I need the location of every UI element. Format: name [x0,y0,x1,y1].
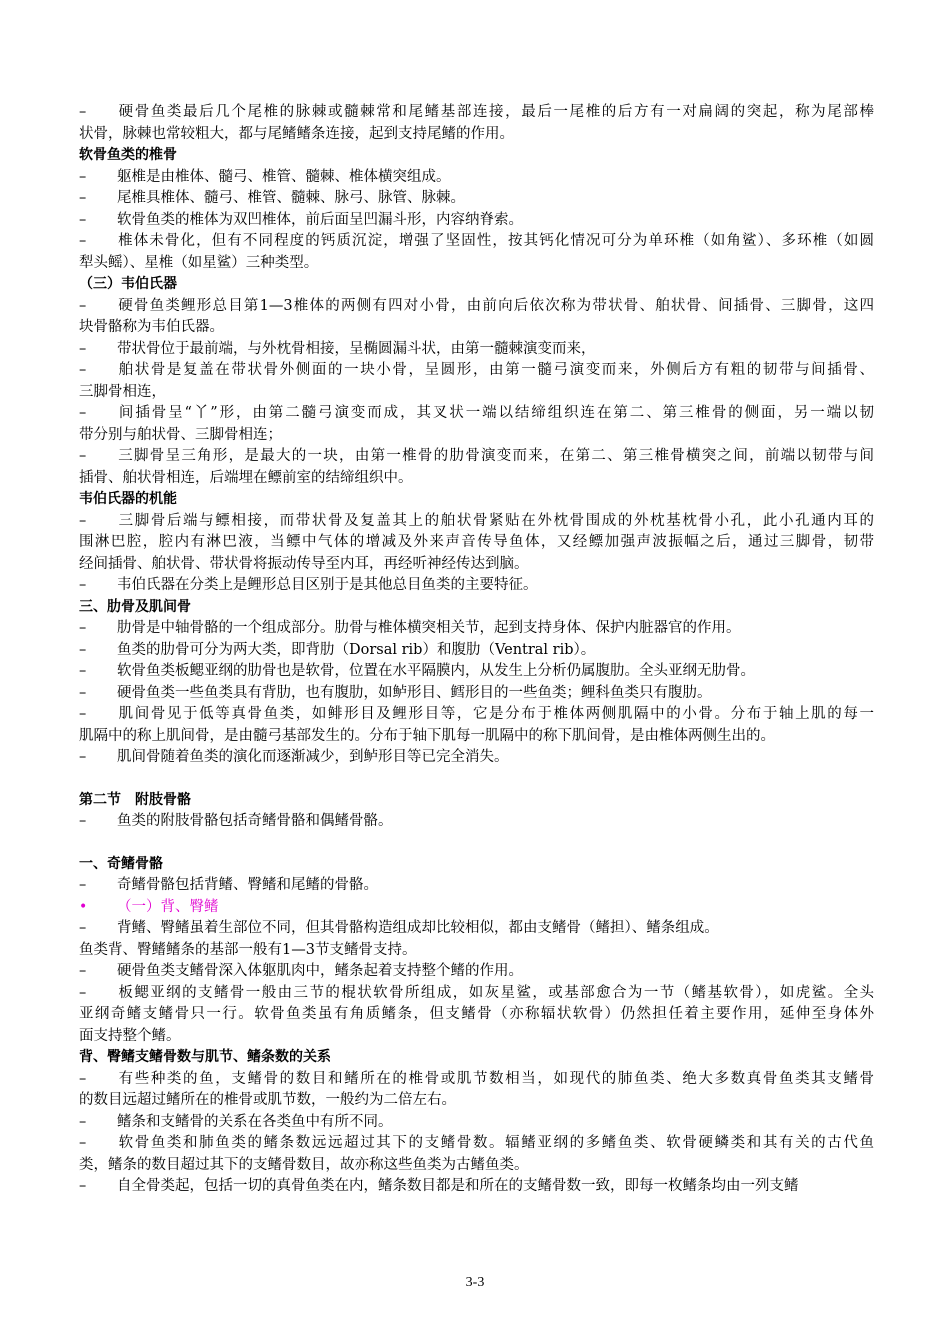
text-line-content: 肋骨是中轴骨骼的一个组成部分。肋骨与椎体横突相关节，起到支持身体、保护内脏器官的作用。 [117,620,741,636]
text-line [79,811,874,833]
dash-bullet-icon: – [79,877,87,893]
text-line-content: 板鳃亚纲的支鳍骨一般由三节的棍状软骨所组成，如灰星鲨，或基部愈合为一节（鳍基软骨），如虎鲨。全头 [117,984,874,1001]
dash-bullet-icon: – [79,1135,87,1151]
text-line [79,1176,874,1198]
text-line [79,983,874,1005]
text-line [79,188,874,210]
text-line [79,339,874,361]
text-line [79,167,874,189]
dash-bullet-icon: – [79,1178,87,1194]
text-line-content: 三脚骨后端与鳔相接，而带状骨及复盖其上的舶状骨紧贴在外枕骨围成的外枕基枕骨小孔，此小孔通内耳的 [117,512,874,529]
page-number: 3-3 [465,1275,485,1290]
dash-bullet-icon: – [79,706,87,722]
text-line-content: 围淋巴腔，腔内有淋巴液，当鳔中气体的增减及外来声音传导鱼体，又经鳔加强声波振幅之后，通过三脚骨，韧带 [79,534,874,550]
text-line [79,360,874,382]
section-heading: 背、臀鳍支鳍骨数与肌节、鳍条数的关系 [79,1049,331,1065]
text-line [79,661,874,683]
bullet-dot-icon: • [79,898,88,915]
bullet-paragraph [79,875,874,897]
blank-line [79,833,874,854]
text-line-content: 自全骨类起，包括一切的真骨鱼类在内，鳍条数目都是和所在的支鳍骨数一致，即每一枚鳍条均由一列支鳍 [117,1178,799,1194]
text-line [79,575,874,597]
dash-bullet-icon: – [79,362,87,378]
bullet-subheading-text: （一）背、臀鳍 [117,898,219,915]
text-line-content: 肌隔中的称上肌间骨，是由髓弓基部发生的。分布于轴下肌每一肌隔中的称下肌间骨，是由椎体两侧生出的。 [79,727,775,744]
bullet-paragraph [79,403,874,446]
dash-bullet-icon: – [79,963,87,979]
blank-line [79,769,874,790]
text-line-content: 肌间骨见于低等真骨鱼类，如鲱形目及鲤形目等，它是分布于椎体两侧肌隔中的小骨。分布于轴上肌的每一 [117,706,874,722]
text-line [79,446,874,468]
text-line-content: 类，鳍条的数目超过其下的支鳍骨数目，故亦称这些鱼类为古鳍鱼类。 [79,1156,529,1173]
text-line-content: 躯椎是由椎体、髓弓、椎管、髓棘、椎体横突组成。 [117,168,451,185]
text-line [79,640,874,662]
text-line [79,532,874,554]
text-line-content: 面支持整个鳍。 [79,1027,181,1044]
text-line [79,618,874,640]
dash-bullet-icon: – [79,448,87,464]
dash-bullet-icon: – [79,211,87,228]
text-line [79,317,874,339]
paragraph [79,940,874,962]
text-line-content: 椎体未骨化，但有不同程度的钙质沉淀，增强了坚固性，按其钙化情况可分为单环椎（如角鲨）、多环椎（如圆 [117,233,874,249]
text-line [79,403,874,425]
text-line [79,124,874,146]
bullet-paragraph [79,188,874,210]
text-line [79,726,874,748]
bullet-paragraph [79,811,874,833]
dash-bullet-icon: – [79,684,87,701]
dash-bullet-icon: – [79,512,87,529]
text-line-content: 硬骨鱼类最后几个尾椎的脉棘或髓棘常和尾鳍基部连接，最后一尾椎的后方有一对扁阔的突起，称为尾部棒 [117,104,874,120]
dash-bullet-icon: – [79,405,87,421]
bullet-paragraph [79,296,874,339]
text-line-content: 鱼类的肋骨可分为两大类，即背肋（Dorsal rib）和腹肋（Ventral rib）。 [117,641,596,658]
bullet-paragraph [79,704,874,747]
bullet-paragraph [79,661,874,683]
text-line-content: 犁头鳐）、星椎（如星鲨）三种类型。 [79,254,319,271]
text-line [79,1069,874,1091]
text-line-content: 鱼类背、臀鳍鳍条的基部一般有1—3节支鳍骨支持。 [79,941,417,958]
text-line-content: 鱼类的附肢骨骼包括奇鳍骨骼和偶鳍骨骼。 [117,813,393,829]
text-line [79,511,874,533]
text-line [79,554,874,576]
text-line-content: 背鳍、臀鳍虽着生部位不同，但其骨骼构造组成却比较相似，都由支鳍骨（鳍担）、鳍条组成。 [117,920,719,936]
text-line [79,102,874,124]
bullet-paragraph [79,1133,874,1176]
dash-bullet-icon: – [79,297,87,314]
text-line [79,961,874,983]
dash-bullet-icon: – [79,641,87,658]
text-line-content: 韦伯氏器在分类上是鲤形总目区别于是其他总目鱼类的主要特征。 [117,577,538,593]
text-line [79,1004,874,1026]
section-heading: 第二节 附肢骨骼 [79,791,191,808]
bullet-paragraph [79,102,874,145]
dash-bullet-icon: – [79,1070,87,1087]
bullet-paragraph [79,961,874,983]
text-line [79,253,874,275]
text-line-content: 硬骨鱼类一些鱼类具有背肋，也有腹肋，如鲈形目、鳕形目的一些鱼类；鲤科鱼类只有腹肋。 [117,684,712,701]
bullet-paragraph [79,747,874,769]
text-line [79,382,874,404]
text-line [79,1133,874,1155]
dash-bullet-icon: – [79,984,87,1001]
text-line-content: 带状骨位于最前端，与外枕骨相接，呈椭圆漏斗状，由第一髓棘演变而来， [117,340,596,357]
bullet-paragraph [79,167,874,189]
text-line [79,425,874,447]
text-line-content: 有些种类的鱼，支鳍骨的数目和鳍所在的椎骨或肌节数相当，如现代的肺鱼类、绝大多数真骨鱼类其支鳍骨 [117,1070,874,1087]
section-heading: 三、肋骨及肌间骨 [79,598,191,615]
text-line-content: 带分别与舶状骨、三脚骨相连； [79,426,282,443]
bullet-paragraph [79,446,874,489]
dash-bullet-icon: – [79,749,87,765]
text-line-content: 鳍条和支鳍骨的关系在各类鱼中有所不同。 [117,1113,393,1130]
text-line-content: 间插骨呈“丫”形，由第二髓弓演变而成，其叉状一端以结缔组织连在第二、第三椎骨的侧面，另一端以韧 [117,405,874,421]
bullet-paragraph [79,231,874,274]
bullet-paragraph [79,339,874,361]
text-line-content: 尾椎具椎体、髓弓、椎管、髓棘、脉弓、脉管、脉棘。 [117,190,465,206]
dash-bullet-icon: – [79,663,87,679]
section-heading: 一、奇鳍骨骼 [79,855,163,872]
text-line [79,210,874,232]
bullet-paragraph [79,1112,874,1134]
text-line-content: 的数目远超过鳍所在的椎骨或肌节数，一般约为二倍左右。 [79,1092,456,1108]
text-line-content: 软骨鱼类和肺鱼类的鳍条数远远超过其下的支鳍骨数。辐鳍亚纲的多鳍鱼类、软骨硬鳞类和其有关的古代鱼 [117,1135,874,1151]
text-line [79,1026,874,1048]
text-line-content: 三脚骨相连， [79,383,166,400]
bullet-paragraph [79,1069,874,1112]
text-line [79,747,874,769]
dash-bullet-icon: – [79,104,87,120]
text-line-content: 三脚骨呈三角形，是最大的一块，由第一椎骨的肋骨演变而来，在第二、第三椎骨横突之间，前端以韧带与间 [117,448,874,464]
dash-bullet-icon: – [79,920,87,936]
text-line [79,468,874,490]
dash-bullet-icon: – [79,813,87,829]
text-line-content: 状骨，脉棘也常较粗大，都与尾鳍鳍条连接，起到支持尾鳍的作用。 [79,125,514,142]
bullet-paragraph [79,618,874,640]
document-body [79,102,874,1198]
bullet-subheading [79,897,874,919]
text-line [79,1090,874,1112]
bullet-paragraph [79,511,874,576]
text-line [79,918,874,940]
bullet-paragraph [79,360,874,403]
text-line-content: 软骨鱼类板鳃亚纲的肋骨也是软骨，位置在水平隔膜内，从发生上分析仍属腹肋。全头亚纲无肋骨。 [117,663,755,679]
text-line-content: 硬骨鱼类支鳍骨深入体躯肌肉中，鳍条起着支持整个鳍的作用。 [117,963,523,979]
text-line [79,1155,874,1177]
section-heading: （三）韦伯氏器 [79,276,177,292]
section-heading: 软骨鱼类的椎骨 [79,147,177,163]
dash-bullet-icon: – [79,168,87,185]
text-line-content: 软骨鱼类的椎体为双凹椎体，前后面呈凹漏斗形，内容纳脊索。 [117,211,523,228]
dash-bullet-icon: – [79,577,87,593]
bullet-paragraph [79,575,874,597]
text-line [79,875,874,897]
bullet-paragraph [79,210,874,232]
text-line-content: 经间插骨、舶状骨、带状骨将振动传导至内耳，再经听神经传达到脑。 [79,555,529,572]
bullet-paragraph [79,918,874,940]
bullet-paragraph [79,640,874,662]
dash-bullet-icon: – [79,340,87,357]
text-line-content: 肌间骨随着鱼类的演化而逐渐减少，到鲈形目等已完全消失。 [117,749,509,765]
text-line-content: 亚纲奇鳍支鳍骨只一行。软骨鱼类虽有角质鳍条，但支鳍骨（亦称辐状软骨）仍然担任着主要作用，延伸至身体外 [79,1006,874,1022]
text-line [79,296,874,318]
bullet-paragraph [79,683,874,705]
text-line-content: 块骨骼称为韦伯氏器。 [79,319,224,335]
text-line [79,940,874,962]
text-line [79,683,874,705]
text-line-content: 硬骨鱼类鲤形总目第1—3椎体的两侧有四对小骨，由前向后依次称为带状骨、舶状骨、间插骨、三脚骨，这四 [117,297,874,314]
text-line [79,231,874,253]
text-line-content: 舶状骨是复盖在带状骨外侧面的一块小骨，呈圆形，由第一髓弓演变而来，外侧后方有粗的韧带与间插骨、 [117,362,874,378]
dash-bullet-icon: – [79,620,87,636]
bullet-paragraph [79,983,874,1048]
text-line [79,1112,874,1134]
section-heading: 韦伯氏器的机能 [79,491,177,507]
text-line-content: 奇鳍骨骼包括背鳍、臀鳍和尾鳍的骨骼。 [117,877,378,893]
text-line-content: 插骨、舶状骨相连，后端埋在鳔前室的结缔组织中。 [79,469,413,486]
dash-bullet-icon: – [79,1113,87,1130]
dash-bullet-icon: – [79,233,87,249]
bullet-paragraph [79,1176,874,1198]
dash-bullet-icon: – [79,190,87,206]
text-line [79,704,874,726]
